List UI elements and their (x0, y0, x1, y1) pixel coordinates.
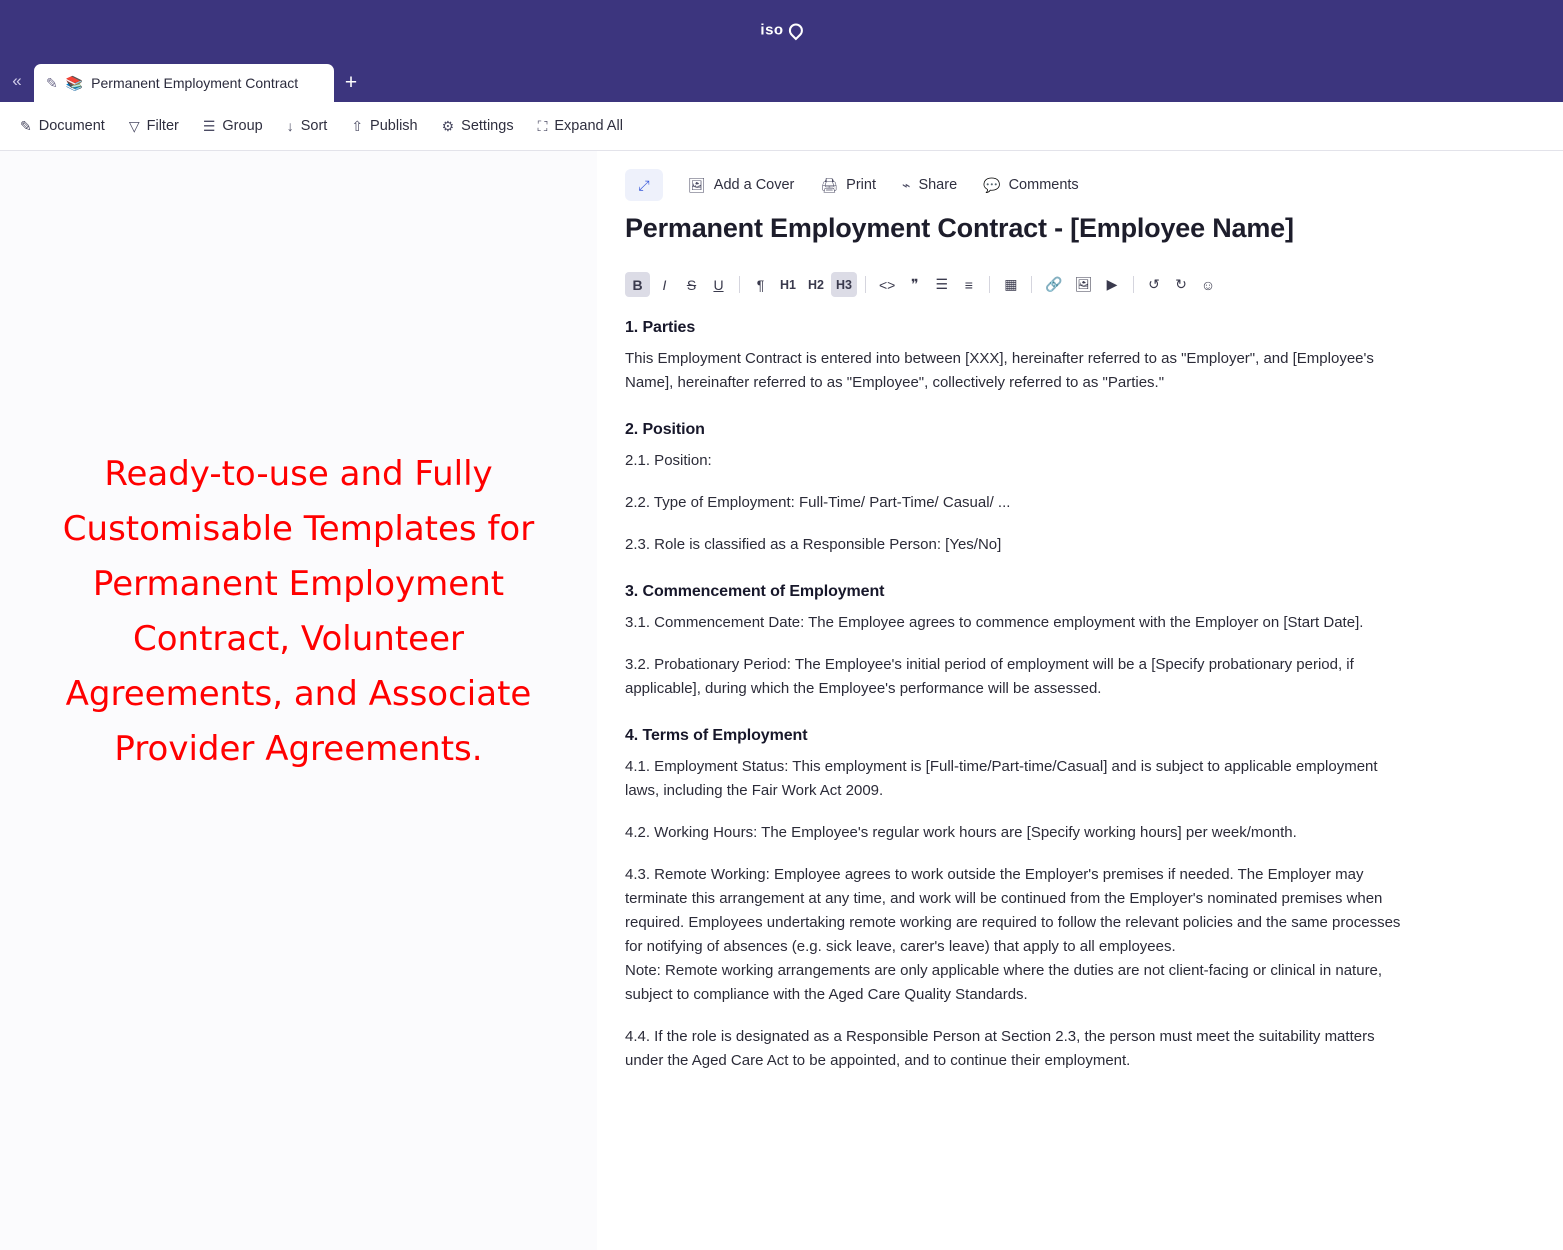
divider (989, 276, 990, 293)
video-button[interactable]: ▶ (1106, 276, 1118, 292)
promo-text: Ready-to-use and Fully Customisable Templates for Permanent Employment Contract, Volunteer Agreements, and Associate Provider Agreements. (62, 454, 535, 770)
add-a-cover-button[interactable] (677, 171, 805, 200)
paragraph: 2.1. Position: (625, 452, 712, 469)
tab-label: Permanent Employment Contract (91, 75, 299, 91)
document-content[interactable] (625, 319, 1423, 1073)
underline-button[interactable]: U (713, 276, 724, 293)
paragraph: 3.2. Probationary Period: The Employee's initial period of employment will be a [Specify probationary period, if applicable], during which the Employee's performance will be assessed. (625, 656, 1354, 697)
tab-permanent-employment-contract[interactable] (34, 64, 334, 102)
emoji-button[interactable]: ☺ (1200, 276, 1216, 293)
expand-document-button[interactable] (625, 169, 663, 201)
paragraph: 4.2. Working Hours: The Employee's regular work hours are [Specify working hours] per week/month. (625, 824, 1297, 841)
numbered-list-button[interactable]: ≡ (964, 276, 973, 293)
toolbar-item-document[interactable] (8, 112, 117, 141)
main-area (0, 151, 1563, 1250)
app-header (0, 0, 1563, 60)
section-heading-parties: 1. Parties (625, 319, 696, 336)
image-icon: 🖼 (688, 176, 706, 193)
share-label: Share (918, 177, 958, 193)
divider (1031, 276, 1032, 293)
share-button[interactable] (891, 171, 968, 200)
table-button[interactable]: ▦ (1004, 276, 1018, 292)
paragraph: Note: Remote working arrangements are only applicable where the duties are not client-facing or clinical in nature, subject to compliance with the Aged Care Quality Standards. (625, 962, 1383, 1003)
redo-button[interactable]: ↻ (1175, 276, 1187, 292)
bold-button[interactable]: B (625, 272, 650, 297)
code-button[interactable]: <> (878, 276, 896, 293)
paragraph: 2.3. Role is classified as a Responsible Person: [Yes/No] (625, 536, 1002, 553)
add-tab-button[interactable] (334, 64, 368, 102)
share-icon: ⌁ (902, 176, 911, 193)
paragraph: 4.1. Employment Status: This employment is [Full-time/Part-time/Casual] and is subject to applicable employment laws, including the Fair Work Act 2009. (625, 758, 1378, 799)
formatting-toolbar (625, 272, 1423, 297)
toolbar-label-group: Group (222, 118, 263, 134)
publish-icon: ⇧ (351, 117, 364, 134)
books-emoji-icon: 📚 (65, 74, 84, 91)
brand-text: iso (760, 21, 784, 39)
paragraph: 4.4. If the role is designated as a Responsible Person at Section 2.3, the person must meet the suitability matters under the Aged Care Act to be appointed, and to continue their employment. (625, 1028, 1375, 1069)
paragraph: 4.3. Remote Working: Employee agrees to work outside the Employer's premises if needed. The Employer may terminate this arrangement at any time, and work will be continued from the Employer's nominated premises when required. Employees undertaking remote working are required to follow the relevant policies and the same processes for notifying of absences (e.g. sick leave, carer's leave) that apply to all employees. (625, 866, 1401, 955)
divider (739, 276, 740, 293)
toolbar-label-sort: Sort (300, 118, 328, 134)
pen-icon: ✎ (46, 74, 58, 91)
collapse-sidebar-button[interactable] (0, 60, 34, 102)
group-icon: ☰ (202, 117, 216, 134)
toolbar-item-filter[interactable] (117, 112, 191, 141)
toolbar-label-filter: Filter (146, 118, 179, 134)
italic-button[interactable]: I (662, 276, 667, 293)
document-icon: ✎ (20, 117, 32, 134)
image-button[interactable]: 🖼 (1074, 276, 1093, 292)
left-pane (0, 151, 597, 1250)
paragraph: This Employment Contract is entered into between [XXX], hereinafter referred to as "Employer", and [Employee's Name], hereinafter referred to as "Employee", collectively referred to as "Parties." (625, 350, 1374, 391)
app-logo (760, 22, 802, 39)
paragraph: 3.1. Commencement Date: The Employee agrees to commence employment with the Employer on [Start Date]. (625, 614, 1364, 631)
toolbar-label-expand-all: Expand All (554, 118, 623, 134)
toolbar-label-settings: Settings (461, 118, 514, 134)
section-heading-commencement-of-employment: 3. Commencement of Employment (625, 583, 885, 600)
paragraph-button[interactable]: ¶ (756, 276, 765, 293)
chevrons-left-icon: « (12, 71, 22, 90)
paragraph: 2.2. Type of Employment: Full-Time/ Part-Time/ Casual/ ... (625, 494, 1011, 511)
view-toolbar (0, 102, 1563, 151)
sort-icon: ↓ (286, 118, 294, 134)
comments-button[interactable] (972, 171, 1090, 200)
print-label: Print (846, 177, 876, 193)
comment-icon: 💬 (983, 176, 1001, 193)
expand-arrows-icon: ⤢ (638, 176, 650, 193)
heading-3-button[interactable]: H3 (831, 272, 857, 297)
toolbar-item-expand-all[interactable] (526, 112, 635, 141)
logo-mark-icon (786, 20, 806, 40)
section-heading-position: 2. Position (625, 421, 705, 438)
toolbar-item-settings[interactable] (430, 112, 526, 141)
bulleted-list-button[interactable]: ☰ (935, 276, 949, 292)
divider (865, 276, 866, 293)
quote-button[interactable]: ❞ (911, 276, 919, 292)
link-button[interactable]: 🔗 (1045, 276, 1063, 292)
heading-2-button[interactable]: H2 (807, 277, 824, 292)
page-title: Permanent Employment Contract - [Employee Name] (625, 213, 1294, 243)
document-action-bar (625, 169, 1423, 201)
expand-all-icon: ⛶ (537, 117, 548, 134)
toolbar-label-publish: Publish (370, 118, 418, 134)
toolbar-label-document: Document (38, 118, 105, 134)
undo-button[interactable]: ↺ (1148, 276, 1160, 292)
divider (1133, 276, 1134, 293)
print-button[interactable] (809, 171, 887, 200)
comments-label: Comments (1008, 177, 1079, 193)
tab-strip (0, 60, 1563, 102)
toolbar-item-sort[interactable] (275, 112, 340, 140)
plus-icon: + (344, 71, 358, 94)
add-a-cover-label: Add a Cover (713, 177, 795, 193)
section-heading-terms-of-employment: 4. Terms of Employment (625, 727, 808, 744)
strikethrough-button[interactable]: S (686, 276, 697, 293)
filter-icon: ▽ (128, 117, 140, 134)
document-pane (597, 151, 1563, 1250)
toolbar-item-group[interactable] (191, 112, 275, 141)
toolbar-item-publish[interactable] (339, 112, 429, 141)
heading-1-button[interactable]: H1 (780, 277, 796, 292)
gear-icon: ⚙ (441, 117, 455, 134)
printer-icon: 🖨 (820, 176, 839, 193)
